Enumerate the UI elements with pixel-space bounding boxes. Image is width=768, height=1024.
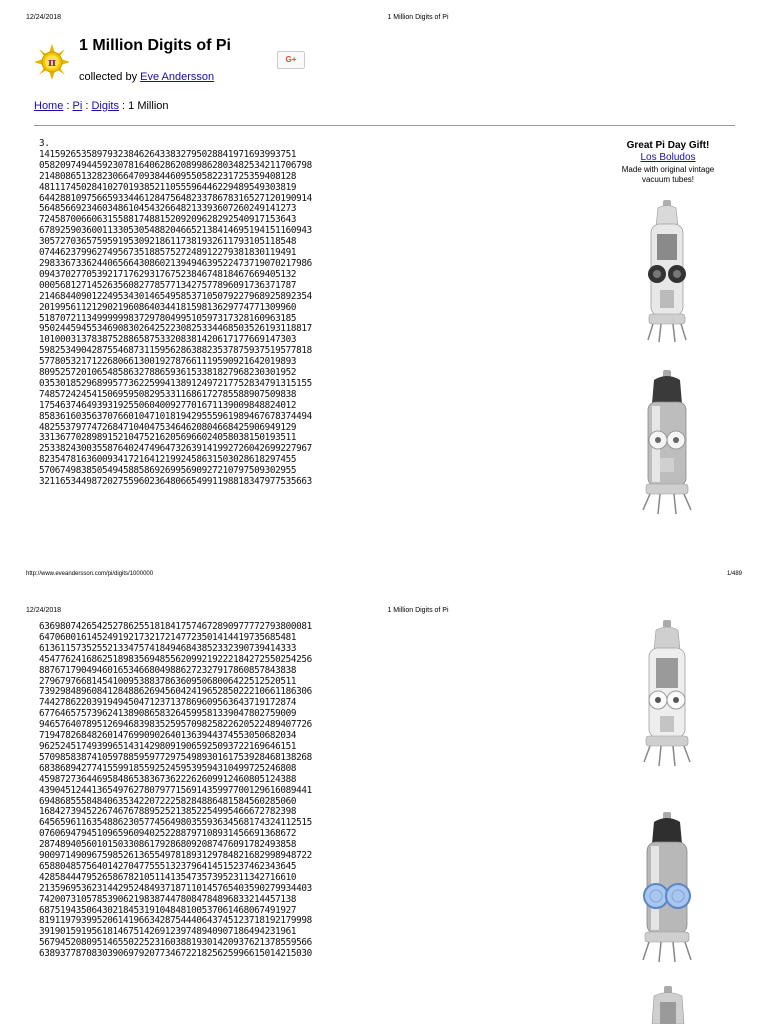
print-date: 12/24/2018 bbox=[26, 14, 62, 21]
vacuum-tube-robot-image[interactable] bbox=[636, 200, 698, 356]
author-link[interactable]: Eve Andersson bbox=[140, 71, 215, 83]
breadcrumb-current: 1 Million bbox=[128, 100, 169, 112]
vacuum-tube-robot-image[interactable] bbox=[632, 812, 702, 972]
byline-prefix: collected by bbox=[79, 71, 141, 83]
byline bbox=[79, 71, 214, 83]
print-url: http://www.eveandersson.com/pi/digits/1000000 bbox=[26, 571, 154, 577]
print-header bbox=[0, 605, 768, 619]
vacuum-tube-robot-image[interactable] bbox=[634, 370, 700, 524]
breadcrumb-home-link[interactable]: Home bbox=[34, 100, 64, 112]
print-page-number: 1/489 bbox=[726, 571, 742, 577]
divider bbox=[34, 125, 735, 126]
pi-digits-block: 3. 1415926535897932384626433832795028841971693993751 0582097494459230781640628620899862803482534211706798 2148086513282306647093844609550582231725359408128 4811174502841027019385211055596446229489549303819 6442881097566593344612847564823378678316527120190914 5648566923460348610454326648213393607260249141273 7245870066063155881748815209209628292540917153643 6789259036001133053054882046652138414695194151160943 3057270365759591953092186117381932611793105118548 0744623799627495673518857527248912279381830119491 2983367336244065664308602139494639522473719070217986 0943702770539217176293176752384674818467669405132 0005681271452635608277857713427577896091736371787 2146844090122495343014654958537105079227968925892354 2019956112129021960864034418159813629774771309960 5187072113499999983729780499510597317328160963185 9502445945534690830264252230825334468503526193118817 1010003137838752886587533208381420617177669147303 5982534904287554687311595628638823537875937519577818 5778053217122680661300192787661119590921642019893 8095257201065485863278865936153381827968230301952 0353018529689957736225994138912497217752834791315155 7485724245415069595082953311686172785588907509838 1754637464939319255060400927701671139009848824012 8583616035637076601047101819429555961989467678374494 4825537977472684710404753464620804668425906949129 3313677028989152104752162056966024058038150193511 2533824300355876402474964732639141992726042699227967 8235478163600934172164121992458631503028618297455 5706749838505494588586926995690927210797509302955 3211653449872027559602364806654991198818347977535663 bbox=[39, 138, 312, 488]
site-title: 1 Million Digits of Pi bbox=[79, 37, 231, 54]
logo-pi-glyph: π bbox=[47, 56, 57, 69]
ad-description: Made with original vintage vacuum tubes! bbox=[621, 165, 715, 184]
breadcrumb-pi-link[interactable]: Pi bbox=[72, 100, 83, 112]
breadcrumb-separator: : bbox=[63, 100, 73, 112]
breadcrumb bbox=[34, 100, 169, 112]
ad-title: Great Pi Day Gift! bbox=[626, 140, 710, 151]
print-title: 1 Million Digits of Pi bbox=[387, 607, 449, 614]
breadcrumb-separator: : bbox=[118, 100, 129, 112]
pi-digits-block: 6369807426542527862551818417574672890977772793800081 6470600161452491921732172147723501414419735685481 6136115735255213347574184946843852332390739414333 4547762416862518983569485562099219222184272550254256 8876717904946016534668049886272327917860857843838 2796797668145410095388378636095068006422512520511 7392984896084128488626945604241965285022210661186306 7442786220391949450471237137869609563643719172874 6776465757396241389086583264599581339047802759009 9465764078951269468398352595709825822620522489407726 7194782684826014769909026401363944374553050682034 9625245174939965143142980919065925093722169646151 5709858387410597885959772975498930161753928468138268 6838689427741559918559252459539594310499725246808 4598727364469584865383673622262609912460805124388 4390451244136549762780797715691435997700129616089441 6948685558484063534220722258284886481584560285060 1684273945226746767889525213852254995466672782398 6456596116354886230577456498035593634568174324112515 0760694794510965960940252288797108931456691368672 2874894056010150330861792868092087476091782493858 9009714909675985261365549781893129784821682998948722 6588048575640142704775551323796414515237462343645 4285844479526586782105114135473573952311342716610 2135969536231442952484937187110145765403590279934403 7420073105785390621983874478084784896833214457138 6875194350643021845319104848100537061468067491927 8191197939952061419663428754440643745123718192179998 3919015919561814675142691239748940907186494231961 5679452080951465502252316038819301420937621378559566 6389377870830390697920773467221825625996615014215030 bbox=[39, 621, 312, 960]
print-title: 1 Million Digits of Pi bbox=[387, 14, 449, 21]
pi-logo bbox=[34, 44, 70, 80]
vacuum-tube-robot-image[interactable] bbox=[640, 986, 696, 1024]
print-footer bbox=[0, 571, 768, 583]
ad-link[interactable]: Los Boludos bbox=[640, 152, 696, 163]
breadcrumb-separator: : bbox=[82, 100, 92, 112]
google-plus-button[interactable]: G+ bbox=[277, 51, 305, 69]
breadcrumb-digits-link[interactable]: Digits bbox=[91, 100, 119, 112]
vacuum-tube-robot-image[interactable] bbox=[634, 620, 700, 776]
ad-block bbox=[608, 140, 728, 185]
print-date: 12/24/2018 bbox=[26, 607, 62, 614]
print-header bbox=[0, 12, 768, 26]
